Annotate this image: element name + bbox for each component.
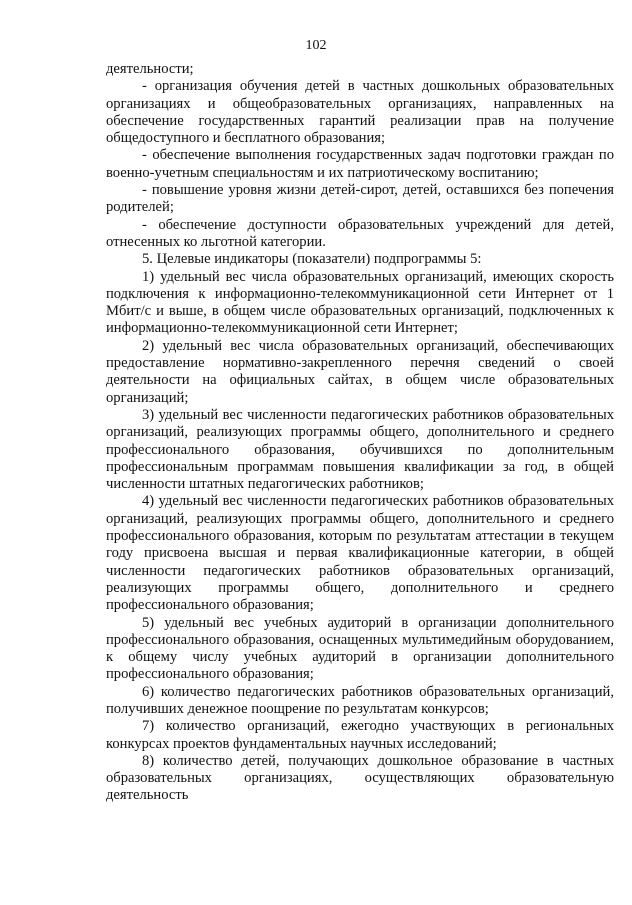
indicator-item: 6) количество педагогических работников образовательных организаций, получивших денежное поощрение по результатам конкурсов; [106, 683, 614, 717]
list-item: - организация обучения детей в частных дошкольных образовательных организациях и общеобразовательных организациях, направленных на обеспечение государственных гарантий реализации прав на получение общедоступного и бесплатного образования; [106, 78, 614, 147]
document-body [106, 61, 614, 805]
indicator-item: 5) удельный вес учебных аудиторий в организации дополнительного профессионального образования, оснащенных мультимедийным оборудованием, к общему числу учебных аудиторий в организации дополнительного профессионального образования; [106, 614, 614, 683]
indicator-item: 2) удельный вес числа образовательных организаций, обеспечивающих предоставление нормативно-закрепленного перечня сведений о своей деятельности на официальных сайтах, в общем числе образовательных организаций; [106, 337, 614, 406]
indicator-item: 3) удельный вес численности педагогических работников образовательных организаций, реализующих программы общего, дополнительного и среднего профессионального образования, обучившихся по дополнительным профессиональным программам повышения квалификации за год, в общей численности штатных педагогических работников; [106, 406, 614, 493]
indicator-item: 7) количество организаций, ежегодно участвующих в региональных конкурсах проектов фундаментальных научных исследований; [106, 718, 614, 752]
list-item: - обеспечение доступности образовательных учреждений для детей, отнесенных ко льготной категории. [106, 216, 614, 250]
indicator-item: 4) удельный вес численности педагогических работников образовательных организаций, реализующих программы общего, дополнительного и среднего профессионального образования, которым по результатам аттестации в текущем году присвоена высшая и первая квалификационные категории, в общей численности педагогических работников образовательных организаций, реализующих программы общего, дополнительного и среднего профессионального образования; [106, 493, 614, 614]
indicator-item: 8) количество детей, получающих дошкольное образование в частных образовательных организациях, осуществляющих образовательную деятельность [106, 752, 614, 804]
paragraph: деятельности; [106, 61, 194, 77]
list-item: - повышение уровня жизни детей-сирот, детей, оставшихся без попечения родителей; [106, 182, 614, 216]
indicator-item: 1) удельный вес числа образовательных организаций, имеющих скорость подключения к информационно-телекоммуникационной сети Интернет от 1 Мбит/с и выше, в общем числе образовательных организаций, подключенных к информационно-телекоммуникационной сети Интернет; [106, 268, 614, 337]
section-heading: 5. Целевые индикаторы (показатели) подпрограммы 5: [142, 251, 482, 268]
page-number: 102 [305, 38, 327, 53]
list-item: - обеспечение выполнения государственных задач подготовки граждан по военно-учетным специальностям и их патриотическому воспитанию; [106, 147, 614, 181]
